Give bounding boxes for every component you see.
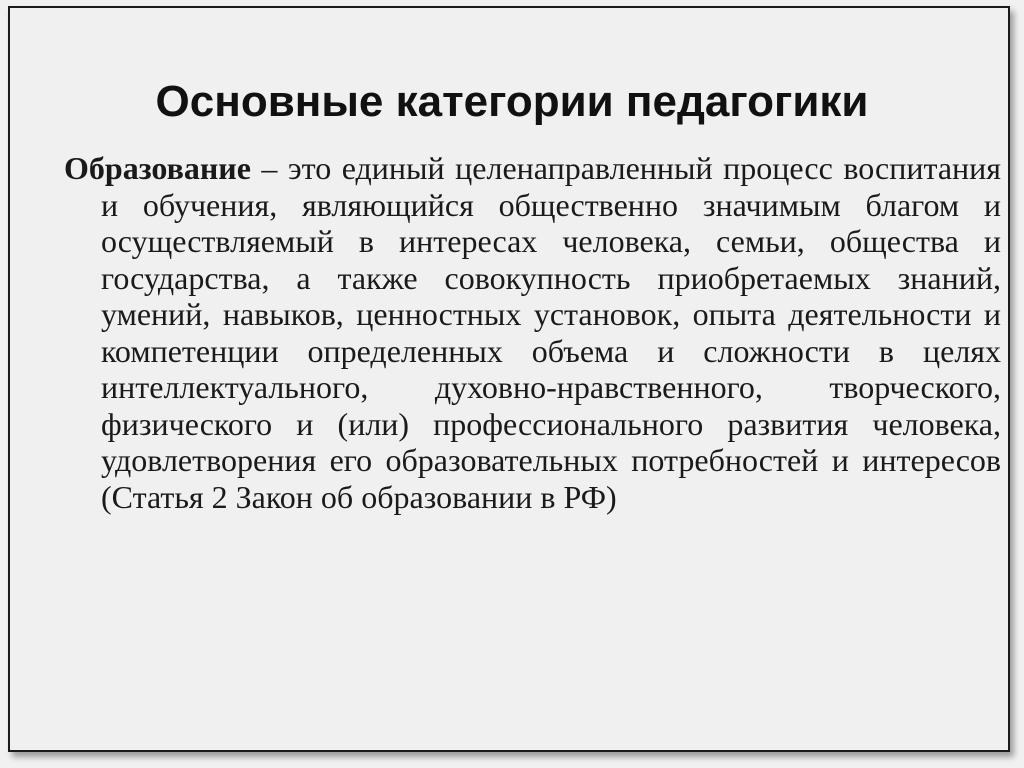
definition-term: Образование: [64, 150, 251, 186]
definition-paragraph: [64, 150, 1001, 515]
slide-title: Основные категории педагогики: [155, 77, 869, 126]
definition-text: – это единый целенаправленный процесс воспитания и обучения, являющийся общественно значимым благом и осуществляемый в интересах человека, семьи, общества и государства, а также совокупность приобретаемых знаний, умений, навыков, ценностных установок, опыта деятельности и компетенции определенных объема и сложности в целях интеллектуального, духовно-нравственного, творческого, физического и (или) профессионального развития человека, удовлетворения его образовательных потребностей и интересов (Статья 2 Закон об образовании в РФ): [101, 150, 1001, 515]
